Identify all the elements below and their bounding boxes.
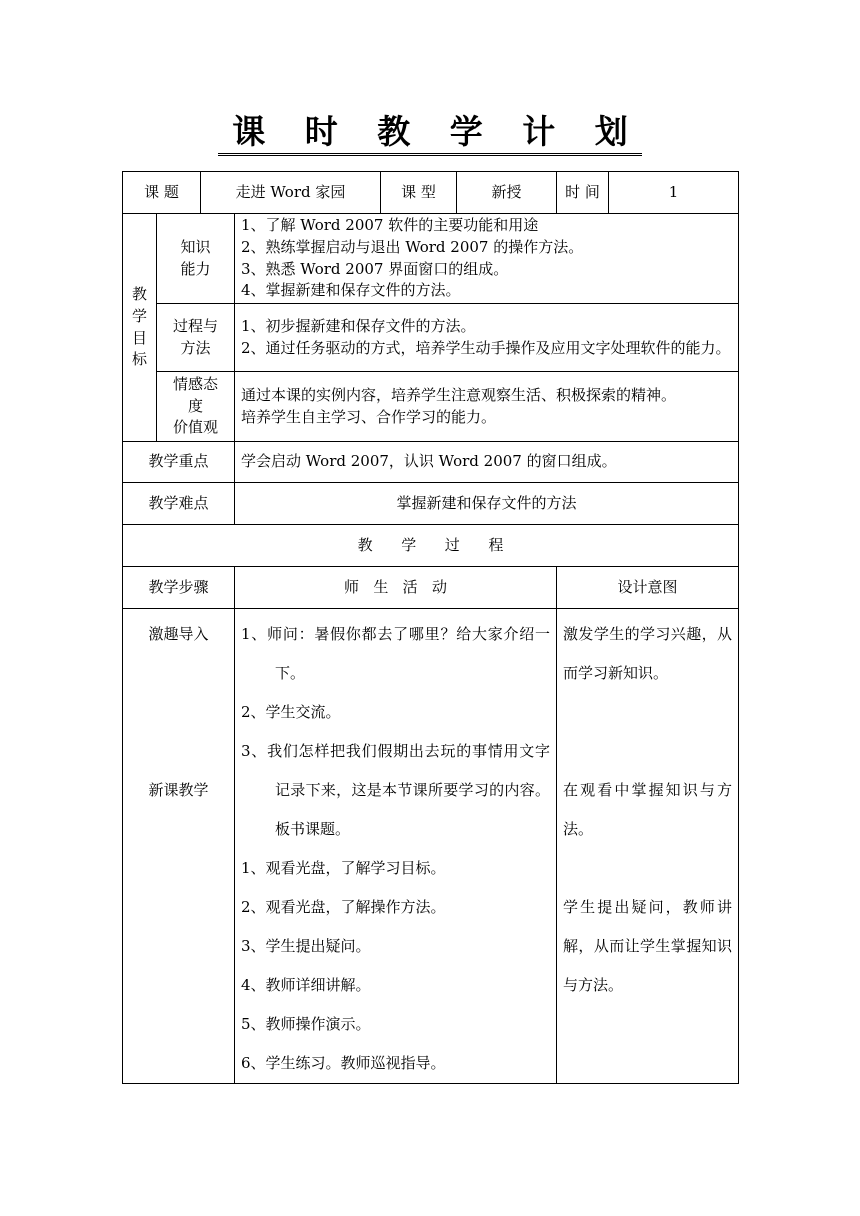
process-method-label: 过程与 方法 [157,304,235,372]
process-title: 教 学 过 程 [123,525,739,567]
intent-item: 在观看中掌握知识与方法。 [563,781,733,838]
difficulty-label: 教学难点 [123,483,235,525]
process-body-row [123,609,739,1084]
topic-value: 走进 Word 家园 [201,172,381,214]
goals-section-label: 教 学 目 标 [123,214,157,442]
step-item: 激趣导入 [148,625,209,643]
activities-header: 师 生 活 动 [235,567,557,609]
document-title: 课 时 教 学 计 划 [0,106,860,153]
emotion-label: 情感态 度 价值观 [157,372,235,442]
steps-column [123,609,235,1084]
step-item: 新课教学 [148,781,209,799]
activity-item: 4、教师详细讲解。 [241,976,371,994]
intent-column [557,609,739,1084]
intent-item: 学生提出疑问，教师讲解，从而让学生掌握知识与方法。 [563,898,733,994]
intent-header: 设计意图 [557,567,739,609]
goal-knowledge-row [123,214,739,304]
goal-process-row [123,304,739,372]
header-row [123,172,739,214]
process-title-row [123,525,739,567]
type-value: 新授 [457,172,557,214]
time-value: 1 [609,172,739,214]
process-header-row [123,567,739,609]
activity-item: 1、师问：暑假你都去了哪里？给大家介绍一下。 [241,625,551,682]
type-label: 课 型 [381,172,457,214]
emotion-content: 通过本课的实例内容，培养学生注意观察生活、积极探索的精神。 培养学生自主学习、合作学习的能力。 [235,372,739,442]
activity-item: 5、教师操作演示。 [241,1015,371,1033]
knowledge-content: 1、了解 Word 2007 软件的主要功能和用途 2、熟练掌握启动与退出 Word 2007 的操作方法。 3、熟悉 Word 2007 界面窗口的组成。 4、掌握新建和保存文件的方法。 [235,214,739,304]
activity-item: 2、观看光盘，了解操作方法。 [241,898,446,916]
activity-item: 2、学生交流。 [241,703,341,721]
time-label: 时 间 [557,172,609,214]
key-point-row [123,442,739,483]
difficulty-value: 掌握新建和保存文件的方法 [235,483,739,525]
steps-header: 教学步骤 [123,567,235,609]
activity-item: 1、观看光盘，了解学习目标。 [241,859,446,877]
goal-emotion-row [123,372,739,442]
difficulty-row [123,483,739,525]
process-method-content: 1、初步握新建和保存文件的方法。 2、通过任务驱动的方式，培养学生动手操作及应用文字处理软件的能力。 [235,304,739,372]
intent-item: 激发学生的学习兴趣，从而学习新知识。 [563,625,733,682]
key-point-value: 学会启动 Word 2007，认识 Word 2007 的窗口组成。 [235,442,739,483]
key-point-label: 教学重点 [123,442,235,483]
activity-item: 6、学生练习。教师巡视指导。 [241,1054,446,1072]
activity-item: 3、学生提出疑问。 [241,937,371,955]
knowledge-label: 知识 能力 [157,214,235,304]
lesson-plan-table [122,171,739,1084]
activity-item: 3、我们怎样把我们假期出去玩的事情用文字记录下来，这是本节课所要学习的内容。板书课题。 [241,742,551,838]
activities-column [235,609,557,1084]
topic-label: 课 题 [123,172,201,214]
